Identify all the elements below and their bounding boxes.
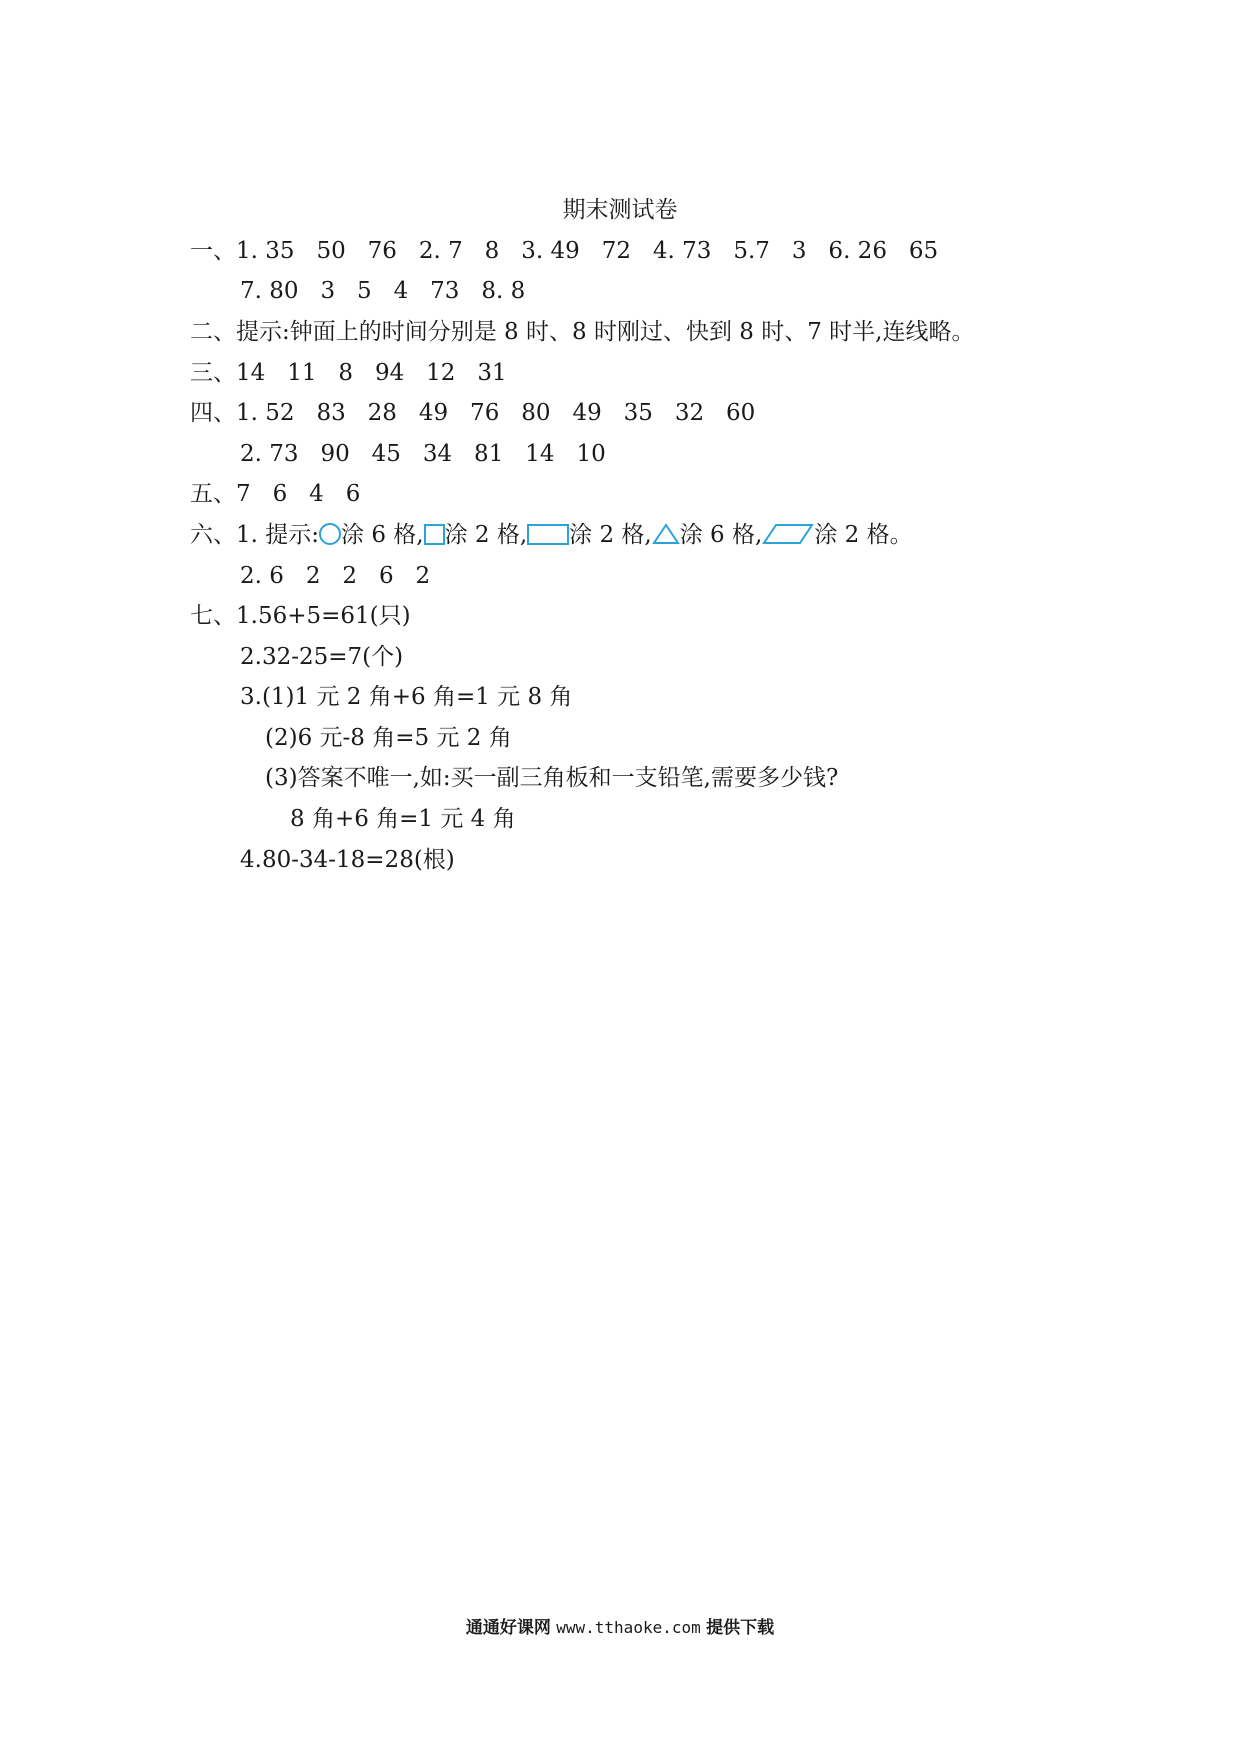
rectangle-icon [527, 524, 569, 545]
page-title: 期末测试卷 [562, 197, 678, 223]
footer-url[interactable]: www.tthaoke.com [556, 1618, 701, 1637]
answer-line-section-6 [190, 520, 913, 550]
parallelogram-answer: 涂 2 格。 [814, 522, 913, 548]
answer-line-section-7-q3-3: (3)答案不唯一,如:买一副三角板和一支铅笔,需要多少钱? [265, 765, 839, 791]
answer-line-section-1-cont: 7. 80 3 5 4 73 8. 8 [240, 278, 526, 304]
answer-line-section-7-q3: 3.(1)1 元 2 角+6 角=1 元 8 角 [240, 684, 573, 710]
footer-site-name: 通通好课网 [465, 1618, 551, 1638]
parallelogram-icon [762, 523, 814, 545]
triangle-icon [652, 523, 680, 545]
answer-line-section-7-q2: 2.32-25=7(个) [240, 644, 404, 670]
answer-line-section-3: 三、14 11 8 94 12 31 [190, 360, 507, 386]
footer-suffix: 提供下载 [706, 1618, 775, 1638]
answer-line-section-7-q3-2: (2)6 元-8 角=5 元 2 角 [265, 725, 512, 751]
answer-line-section-7: 七、1.56+5=61(只) [190, 603, 411, 629]
answer-line-section-4-cont: 2. 73 90 45 34 81 14 10 [240, 441, 606, 467]
circle-answer: 涂 6 格, [341, 522, 424, 548]
footer [0, 1617, 1240, 1639]
circle-icon [319, 523, 341, 545]
answer-line-section-4: 四、1. 52 83 28 49 76 80 49 35 32 60 [190, 400, 756, 426]
square-icon [424, 524, 445, 545]
answer-line-section-6-cont: 2. 6 2 2 6 2 [240, 563, 431, 589]
answer-line-section-5: 五、7 6 4 6 [190, 481, 361, 507]
answer-line-section-7-q4: 4.80-34-18=28(根) [240, 847, 455, 873]
section-6-prefix: 六、1. 提示: [190, 522, 320, 548]
triangle-answer: 涂 6 格, [679, 522, 763, 548]
square-answer: 涂 2 格, [444, 522, 528, 548]
answer-line-section-2: 二、提示:钟面上的时间分别是 8 时、8 时刚过、快到 8 时、7 时半,连线略。 [190, 319, 975, 345]
answer-line-section-1: 一、1. 35 50 76 2. 7 8 3. 49 72 4. 73 5.7 3 6. 26 65 [190, 238, 939, 264]
answer-line-section-7-q3-3-calc: 8 角+6 角=1 元 4 角 [290, 806, 516, 832]
rectangle-answer: 涂 2 格, [569, 522, 652, 548]
